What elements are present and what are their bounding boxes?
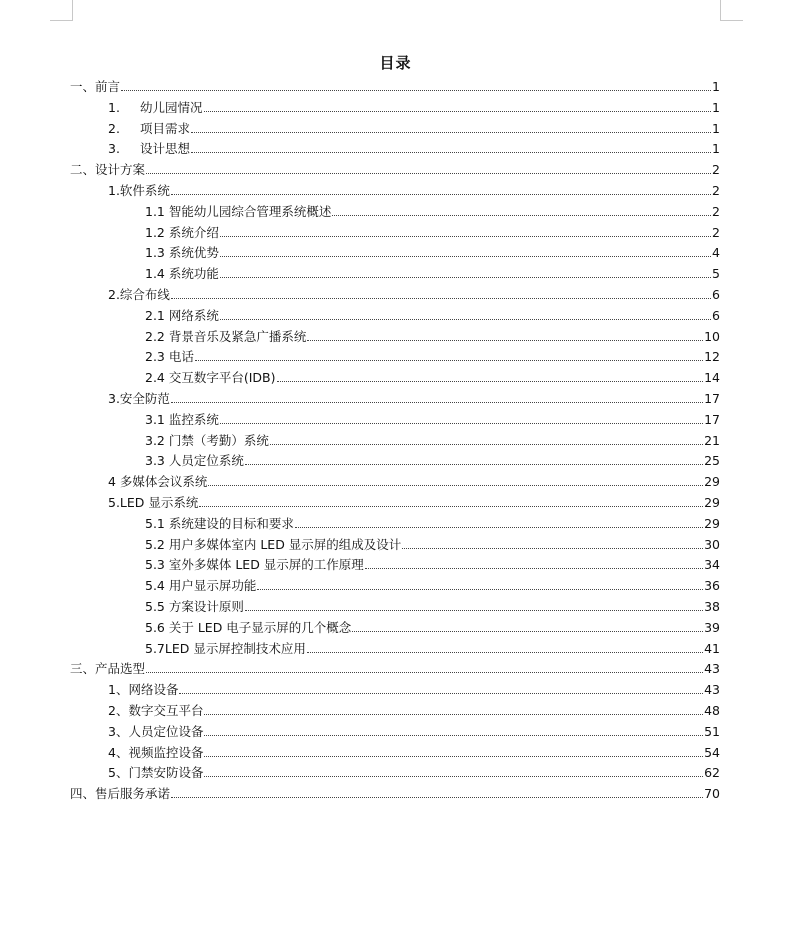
toc-entry[interactable]: [108, 140, 720, 158]
toc-entry[interactable]: [145, 203, 720, 221]
toc-entry-page-number: 38: [704, 599, 720, 614]
toc-entry-page-number: 2: [712, 225, 720, 240]
toc-leader-dots: [307, 652, 703, 653]
toc-entry-page-number: 25: [704, 453, 720, 468]
toc-entry-page-number: 17: [704, 391, 720, 406]
toc-entry[interactable]: [108, 286, 720, 304]
toc-entry-page-number: 41: [704, 641, 720, 656]
toc-entry-label: 1.1 智能幼儿园综合管理系统概述: [145, 204, 332, 219]
toc-leader-dots: [171, 298, 711, 299]
toc-entry-label: 5.3 室外多媒体 LED 显示屏的工作原理: [145, 557, 364, 572]
toc-entry-page-number: 1: [712, 141, 720, 156]
toc-leader-dots: [332, 215, 711, 216]
toc-leader-dots: [220, 319, 711, 320]
toc-entry-page-number: 4: [712, 245, 720, 260]
toc-entry-label: 2.2 背景音乐及紧急广播系统: [145, 329, 307, 344]
toc-entry[interactable]: [108, 120, 720, 138]
toc-leader-dots: [171, 402, 703, 403]
toc-leader-dots: [179, 693, 703, 694]
toc-entry-page-number: 29: [704, 495, 720, 510]
toc-entry[interactable]: [145, 369, 720, 387]
toc-leader-dots: [257, 589, 703, 590]
toc-entry-page-number: 6: [712, 287, 720, 302]
toc-entry[interactable]: [145, 432, 720, 450]
toc-entry-page-number: 5: [712, 266, 720, 281]
toc-entry-label: 5.7LED 显示屏控制技术应用: [145, 641, 306, 656]
toc-entry[interactable]: [145, 452, 720, 470]
toc-entry-label: 5.LED 显示系统: [108, 495, 199, 510]
toc-entry-label: 二、设计方案: [70, 162, 146, 177]
toc-entry-page-number: 39: [704, 620, 720, 635]
toc-entry[interactable]: [145, 265, 720, 283]
toc-entry-label: 5.1 系统建设的目标和要求: [145, 516, 294, 531]
toc-entry-number: 1.: [108, 100, 120, 115]
toc-leader-dots: [220, 423, 703, 424]
toc-entry[interactable]: [145, 556, 720, 574]
toc-entry[interactable]: [108, 473, 720, 491]
toc-entry-page-number: 62: [704, 765, 720, 780]
toc-leader-dots: [171, 797, 703, 798]
toc-entry-page-number: 36: [704, 578, 720, 593]
toc-entry-label: 3.1 监控系统: [145, 412, 219, 427]
toc-entry-page-number: 48: [704, 703, 720, 718]
toc-entry[interactable]: [145, 244, 720, 262]
toc-entry-page-number: 51: [704, 724, 720, 739]
toc-entry-page-number: 6: [712, 308, 720, 323]
toc-leader-dots: [245, 610, 703, 611]
toc-entry-label: 1.3 系统优势: [145, 245, 219, 260]
toc-entry-label: 3.3 人员定位系统: [145, 453, 244, 468]
toc-entry-page-number: 10: [704, 329, 720, 344]
toc-entry-page-number: 29: [704, 474, 720, 489]
toc-entry-page-number: 43: [704, 661, 720, 676]
toc-leader-dots: [245, 464, 703, 465]
toc-entry[interactable]: [145, 598, 720, 616]
toc-entry[interactable]: [145, 411, 720, 429]
toc-entry-page-number: 2: [712, 183, 720, 198]
crop-mark-top-right: [720, 0, 743, 21]
toc-leader-dots: [365, 568, 703, 569]
toc-title: 目录: [379, 54, 412, 72]
toc-entry-label: 4 多媒体会议系统: [108, 474, 208, 489]
toc-entry[interactable]: [108, 723, 720, 741]
toc-entry-label: 1.软件系统: [108, 183, 170, 198]
toc-entry-page-number: 43: [704, 682, 720, 697]
toc-entry-number: 3.: [108, 141, 120, 156]
toc-entry-label: 3、人员定位设备: [108, 724, 204, 739]
toc-entry-label: 一、前言: [70, 79, 121, 94]
toc-leader-dots: [204, 111, 712, 112]
toc-entry-page-number: 1: [712, 79, 720, 94]
toc-entry[interactable]: [70, 785, 720, 803]
toc-leader-dots: [352, 631, 703, 632]
toc-entry[interactable]: [145, 328, 720, 346]
toc-leader-dots: [191, 152, 711, 153]
toc-leader-dots: [199, 506, 703, 507]
toc-entry-number: 2.: [108, 121, 120, 136]
toc-entry-page-number: 30: [704, 537, 720, 552]
toc-entry[interactable]: [108, 494, 720, 512]
toc-entry[interactable]: [145, 619, 720, 637]
toc-leader-dots: [220, 277, 711, 278]
crop-mark-top-left: [50, 0, 73, 21]
toc-entry-page-number: 2: [712, 204, 720, 219]
toc-entry-label: 项目需求: [140, 121, 191, 136]
toc-entry[interactable]: [108, 744, 720, 762]
toc-entry-label: 三、产品选型: [70, 661, 146, 676]
toc-entry-page-number: 14: [704, 370, 720, 385]
toc-entry-page-number: 54: [704, 745, 720, 760]
toc-entry[interactable]: [145, 640, 720, 658]
toc-entry[interactable]: [108, 681, 720, 699]
toc-entry[interactable]: [145, 577, 720, 595]
toc-leader-dots: [270, 444, 703, 445]
toc-entry[interactable]: [70, 161, 720, 179]
toc-entry-page-number: 29: [704, 516, 720, 531]
toc-entry-page-number: 1: [712, 100, 720, 115]
toc-leader-dots: [307, 340, 703, 341]
toc-leader-dots: [204, 714, 703, 715]
toc-leader-dots: [146, 173, 711, 174]
toc-entry-label: 四、售后服务承诺: [70, 786, 171, 801]
toc-entry-label: 1.2 系统介绍: [145, 225, 219, 240]
toc-entry-label: 5.4 用户显示屏功能: [145, 578, 257, 593]
toc-entry-label: 2、数字交互平台: [108, 703, 204, 718]
toc-entry[interactable]: [108, 702, 720, 720]
toc-entry-label: 3.2 门禁（考勤）系统: [145, 433, 269, 448]
toc-leader-dots: [204, 776, 703, 777]
toc-entry-label: 幼儿园情况: [140, 100, 203, 115]
toc-leader-dots: [195, 360, 703, 361]
toc-leader-dots: [146, 672, 703, 673]
toc-entry-label: 2.4 交互数字平台(IDB): [145, 370, 276, 385]
toc-entry-page-number: 70: [704, 786, 720, 801]
toc-entry[interactable]: [145, 536, 720, 554]
toc-entry[interactable]: [70, 78, 720, 96]
toc-leader-dots: [220, 256, 711, 257]
toc-entry-page-number: 17: [704, 412, 720, 427]
toc-leader-dots: [204, 756, 703, 757]
toc-entry-label: 2.1 网络系统: [145, 308, 219, 323]
toc-entry-label: 2.综合布线: [108, 287, 170, 302]
toc-entry-label: 5.5 方案设计原则: [145, 599, 244, 614]
toc-entry-label: 3.安全防范: [108, 391, 170, 406]
toc-entry-page-number: 1: [712, 121, 720, 136]
toc-entry-label: 5、门禁安防设备: [108, 765, 204, 780]
toc-leader-dots: [121, 90, 711, 91]
toc-entry-label: 1.4 系统功能: [145, 266, 219, 281]
toc-entry-page-number: 12: [704, 349, 720, 364]
toc-entry[interactable]: [108, 182, 720, 200]
toc-leader-dots: [204, 735, 703, 736]
toc-leader-dots: [191, 132, 711, 133]
toc-entry[interactable]: [145, 307, 720, 325]
toc-entry-label: 5.6 关于 LED 电子显示屏的几个概念: [145, 620, 352, 635]
toc-entry-label: 2.3 电话: [145, 349, 194, 364]
toc-leader-dots: [208, 485, 703, 486]
toc-entry[interactable]: [145, 224, 720, 242]
toc-entry-label: 4、视频监控设备: [108, 745, 204, 760]
toc-entry-label: 5.2 用户多媒体室内 LED 显示屏的组成及设计: [145, 537, 402, 552]
toc-entry[interactable]: [108, 390, 720, 408]
toc-entry[interactable]: [70, 660, 720, 678]
toc-entry-label: 设计思想: [140, 141, 191, 156]
toc-entry-label: 1、网络设备: [108, 682, 179, 697]
toc-entry[interactable]: [108, 99, 720, 117]
toc-entry-page-number: 2: [712, 162, 720, 177]
toc-leader-dots: [295, 527, 703, 528]
toc-leader-dots: [171, 194, 711, 195]
toc-leader-dots: [277, 381, 704, 382]
toc-entry[interactable]: [108, 764, 720, 782]
toc-entry-page-number: 21: [704, 433, 720, 448]
toc-entry[interactable]: [145, 348, 720, 366]
toc-entry[interactable]: [145, 515, 720, 533]
toc-entry-page-number: 34: [704, 557, 720, 572]
toc-leader-dots: [220, 236, 711, 237]
toc-leader-dots: [402, 548, 703, 549]
